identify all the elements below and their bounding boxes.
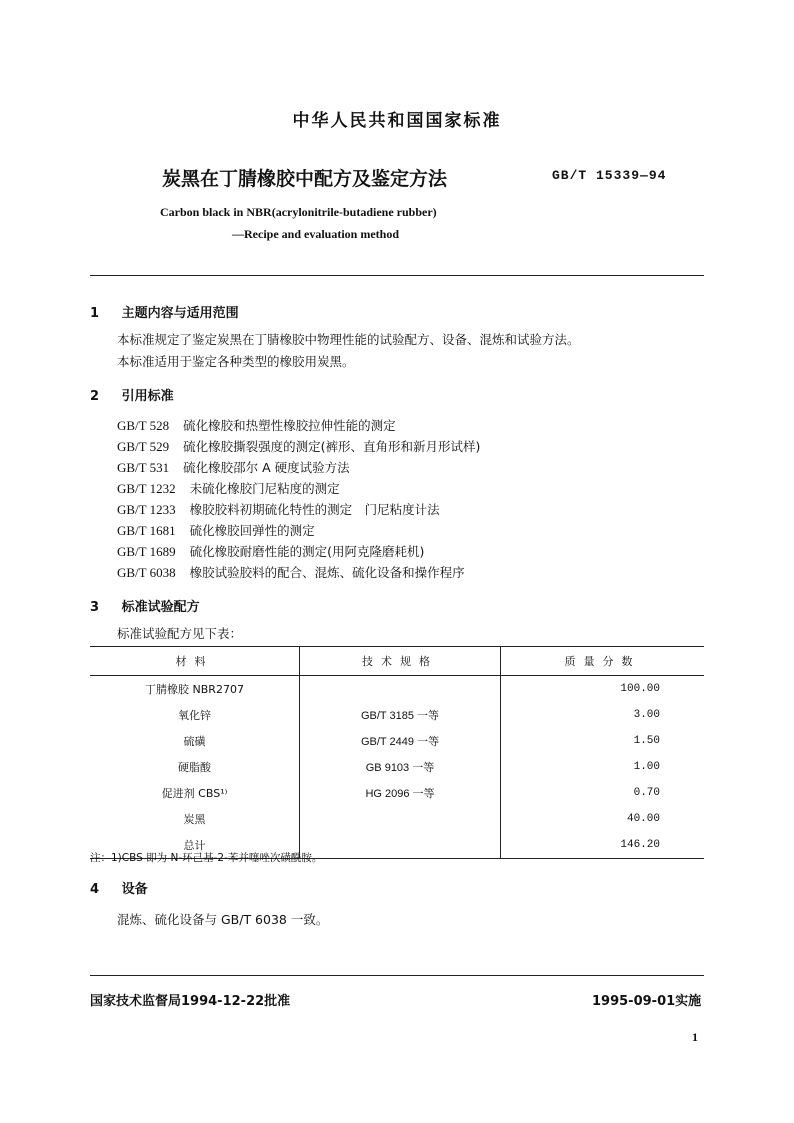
approval-date: 国家技术监督局1994-12-22批准	[90, 994, 291, 1009]
cell-spec: HG 2096 一等	[300, 780, 501, 806]
section-3-number: 3	[90, 600, 100, 615]
cell-spec	[300, 676, 501, 703]
recipe-table	[90, 646, 704, 859]
section-1-para1: 本标准规定了鉴定炭黑在丁腈橡胶中物理性能的试验配方、设备、混炼和试验方法。	[117, 332, 580, 347]
reference-title: 橡胶试验胶料的配合、混炼、硫化设备和操作程序	[189, 565, 465, 580]
document-title-en-line2: —Recipe and evaluation method	[232, 227, 400, 241]
table-row	[90, 676, 704, 703]
table-row	[90, 806, 704, 832]
reference-code: GB/T 1233	[117, 502, 176, 517]
reference-item	[117, 437, 480, 455]
header-spec: 技术规格	[300, 647, 501, 676]
table-row	[90, 702, 704, 728]
table-header-row	[90, 647, 704, 676]
cell-spec: GB/T 3185 一等	[300, 702, 501, 728]
section-2-title: 引用标准	[121, 389, 174, 404]
reference-title: 硫化橡胶耐磨性能的测定(用阿克隆磨耗机)	[189, 544, 425, 559]
cell-mass: 146.20	[501, 832, 705, 859]
cell-mass: 1.50	[633, 735, 660, 747]
standard-code: GB/T 15339—94	[552, 168, 667, 183]
cell-material: 炭黑	[90, 806, 300, 832]
cell-material: 总计	[90, 832, 300, 859]
footer-divider	[90, 975, 704, 976]
cell-mass: 0.70	[633, 787, 660, 799]
reference-title: 硫化橡胶和热塑性橡胶拉伸性能的测定	[183, 418, 396, 433]
page-number: 1	[692, 1030, 698, 1044]
table-footnote: 注：1)CBS 即为 N-环己基-2-苯并噻唑次磺酰胺。	[90, 852, 323, 864]
section-2-heading	[90, 385, 174, 404]
cell-material: 促进剂 CBS¹⁾	[90, 780, 300, 806]
table-row	[90, 780, 704, 806]
section-3-title: 标准试验配方	[121, 600, 200, 615]
header-mass: 质量分数	[501, 647, 705, 676]
section-4-heading	[90, 878, 148, 897]
table-row	[90, 754, 704, 780]
cell-mass: 40.00	[626, 813, 660, 825]
implementation-date: 1995-09-01实施	[592, 994, 702, 1009]
reference-title: 硫化橡胶回弹性的测定	[189, 523, 315, 538]
reference-code: GB/T 6038	[117, 565, 176, 580]
section-4-number: 4	[90, 882, 100, 897]
cell-mass: 1.00	[633, 761, 660, 773]
section-2-number: 2	[90, 389, 100, 404]
reference-title: 硫化橡胶邵尔 A 硬度试验方法	[183, 460, 350, 475]
reference-code: GB/T 531	[117, 460, 170, 475]
cell-spec: GB 9103 一等	[300, 754, 501, 780]
section-1-title: 主题内容与适用范围	[121, 306, 239, 321]
reference-code: GB/T 528	[117, 418, 170, 433]
cell-mass: 3.00	[633, 709, 660, 721]
reference-item	[117, 500, 440, 518]
cell-material: 丁腈橡胶 NBR2707	[90, 676, 300, 703]
reference-item	[117, 521, 315, 539]
reference-item	[117, 542, 424, 560]
cell-spec: GB/T 2449 一等	[300, 728, 501, 754]
reference-code: GB/T 1232	[117, 481, 176, 496]
reference-code: GB/T 1681	[117, 523, 176, 538]
cell-mass: 100.00	[620, 683, 660, 695]
header-material: 材料	[90, 647, 300, 676]
cell-material: 硬脂酸	[90, 754, 300, 780]
reference-title: 未硫化橡胶门尼粘度的测定	[189, 481, 340, 496]
reference-item	[117, 458, 350, 476]
cell-material: 硫磺	[90, 728, 300, 754]
section-1-heading	[90, 302, 239, 321]
section-4-para1: 混炼、硫化设备与 GB/T 6038 一致。	[117, 912, 329, 927]
section-3-intro: 标准试验配方见下表：	[117, 626, 243, 641]
section-4-title: 设备	[121, 882, 148, 897]
header-divider	[90, 275, 704, 276]
cell-material: 氧化锌	[90, 702, 300, 728]
table-row	[90, 728, 704, 754]
reference-title: 橡胶胶料初期硫化特性的测定 门尼粘度计法	[189, 502, 440, 517]
reference-title: 硫化橡胶撕裂强度的测定(裤形、直角形和新月形试样)	[183, 439, 481, 454]
reference-code: GB/T 529	[117, 439, 170, 454]
section-1-number: 1	[90, 306, 100, 321]
section-1-para2: 本标准适用于鉴定各种类型的橡胶用炭黑。	[117, 354, 355, 369]
document-organization: 中华人民共和国国家标准	[292, 111, 502, 131]
reference-item	[117, 563, 465, 581]
cell-spec	[300, 832, 501, 859]
reference-item	[117, 479, 340, 497]
reference-code: GB/T 1689	[117, 544, 176, 559]
section-3-heading	[90, 596, 200, 615]
document-title-en-line1: Carbon black in NBR(acrylonitrile-butadiene rubber)	[160, 205, 437, 219]
document-title-cn: 炭黑在丁腈橡胶中配方及鉴定方法	[162, 168, 448, 190]
cell-spec	[300, 806, 501, 832]
reference-item	[117, 416, 396, 434]
